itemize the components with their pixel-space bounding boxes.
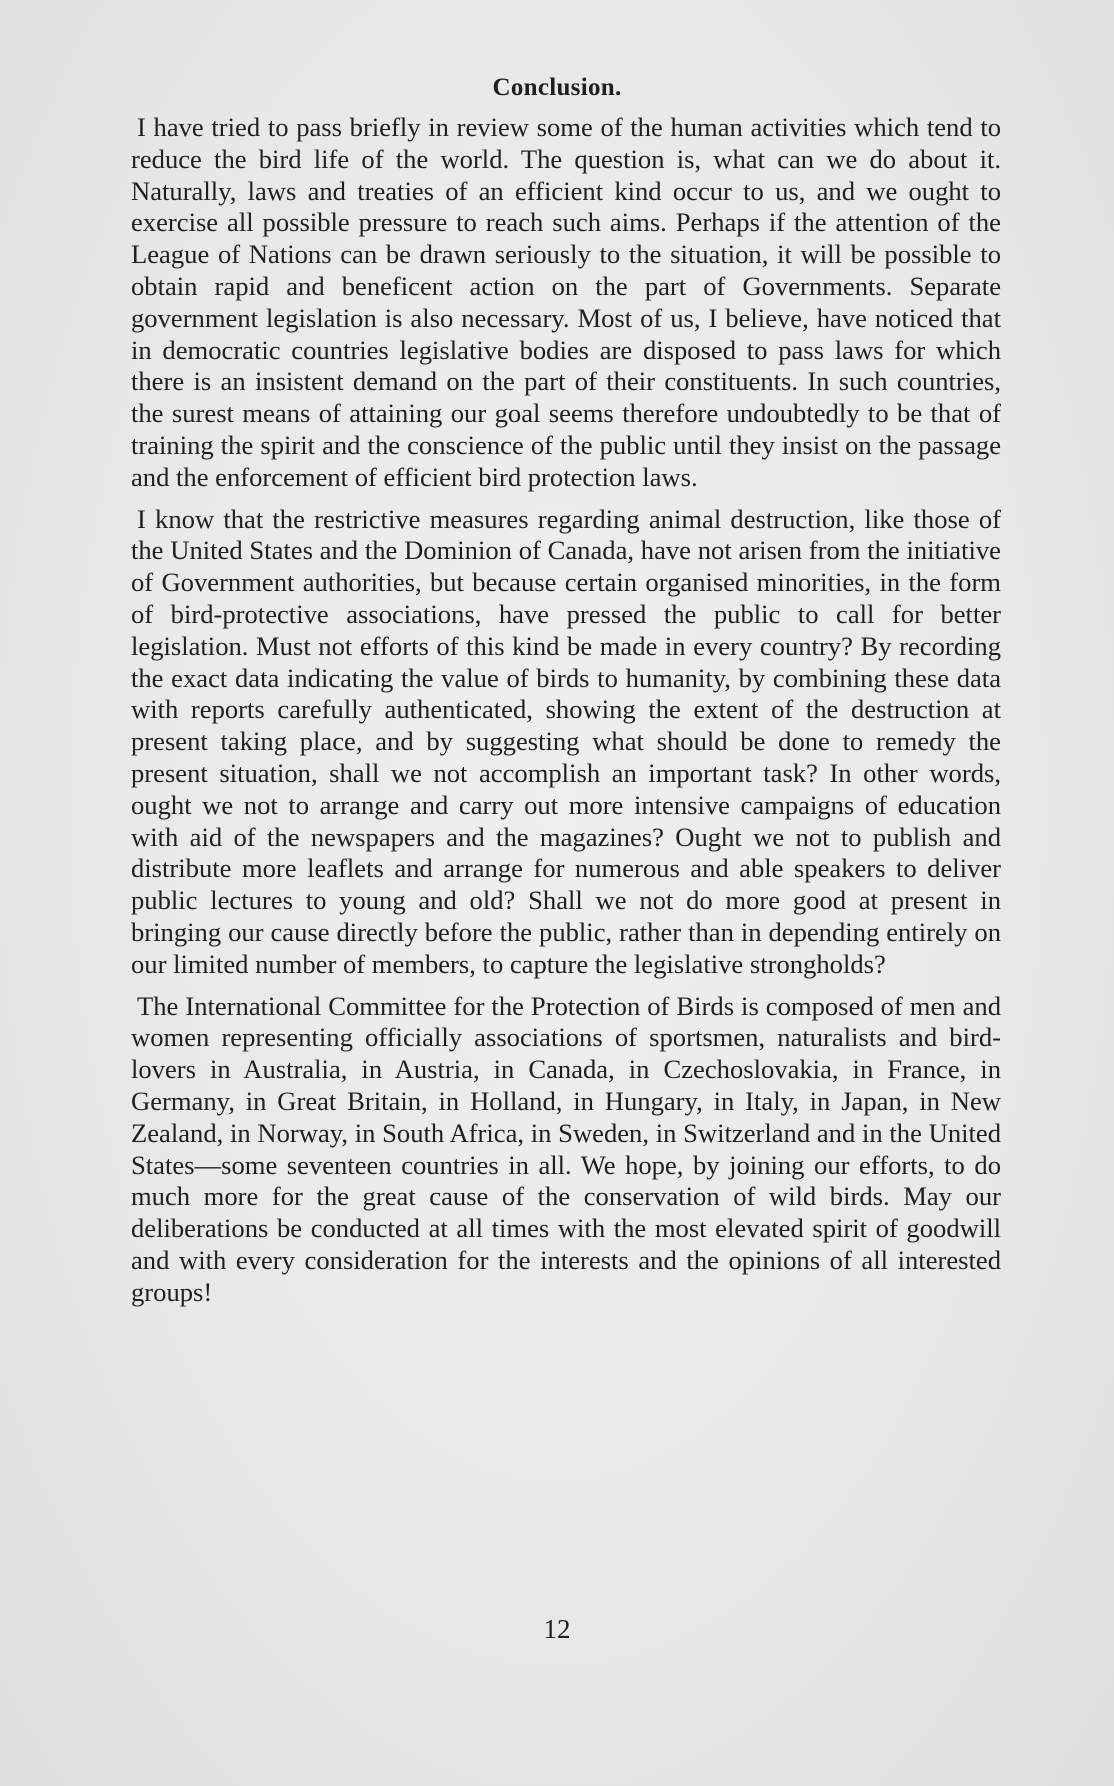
page-number: 12 (543, 1614, 571, 1644)
body-text (131, 112, 1001, 1318)
paragraph: The International Committee for the Protection of Birds is composed of men and women representing officially associations of sportsmen, naturalists and bird-lovers in Australia, in Austria, in Canada, in Czechoslovakia, in France, in Germany, in Great Britain, in Holland, in Hungary, in Italy, in Japan, in New Zealand, in Norway, in South Africa, in Sweden, in Switzerland and in the United States—some seventeen countries in all. We hope, by joining our efforts, to do much more for the great cause of the conservation of wild birds. May our deliberations be conducted at all times with the most elevated spirit of goodwill and with every consideration for the interests and the opinions of all interested groups! (131, 990, 1001, 1307)
paragraph: I know that the restrictive measures regarding animal destruction, like those of the United States and the Dominion of Canada, have not arisen from the initiative of Government authorities, but because certain organised minorities, in the form of bird-protective associations, have pressed the public to call for better legislation. Must not efforts of this kind be made in every country? By recording the exact data indicating the value of birds to humanity, by combining these data with reports carefully authenticated, showing the extent of the destruction at present taking place, and by suggesting what should be done to remedy the present situation, shall we not accomplish an important task? In other words, ought we not to arrange and carry out more intensive campaigns of education with aid of the newspapers and the magazines? Ought we not to publish and distribute more leaflets and arrange for numerous and able speakers to deliver public lectures to young and old? Shall we not do more good at present in bringing our cause directly before the public, rather than in depending entirely on our limited number of members, to capture the legislative strongholds? (131, 503, 1001, 979)
paragraph: I have tried to pass briefly in review some of the human activities which tend to reduce the bird life of the world. The question is, what can we do about it. Naturally, laws and treaties of an efficient kind occur to us, and we ought to exercise all possible pressure to reach such aims. Perhaps if the attention of the League of Nations can be drawn seriously to the situation, it will be possible to obtain rapid and beneficent action on the part of Governments. Separate government legislation is also necessary. Most of us, I believe, have noticed that in democratic countries legislative bodies are disposed to pass laws for which there is an insistent demand on the part of their constituents. In such countries, the surest means of attaining our goal seems therefore undoubtedly to be that of training the spirit and the conscience of the public until they insist on the passage and the enforcement of efficient bird protection laws. (131, 112, 1001, 492)
section-heading: Conclusion. (492, 74, 622, 101)
